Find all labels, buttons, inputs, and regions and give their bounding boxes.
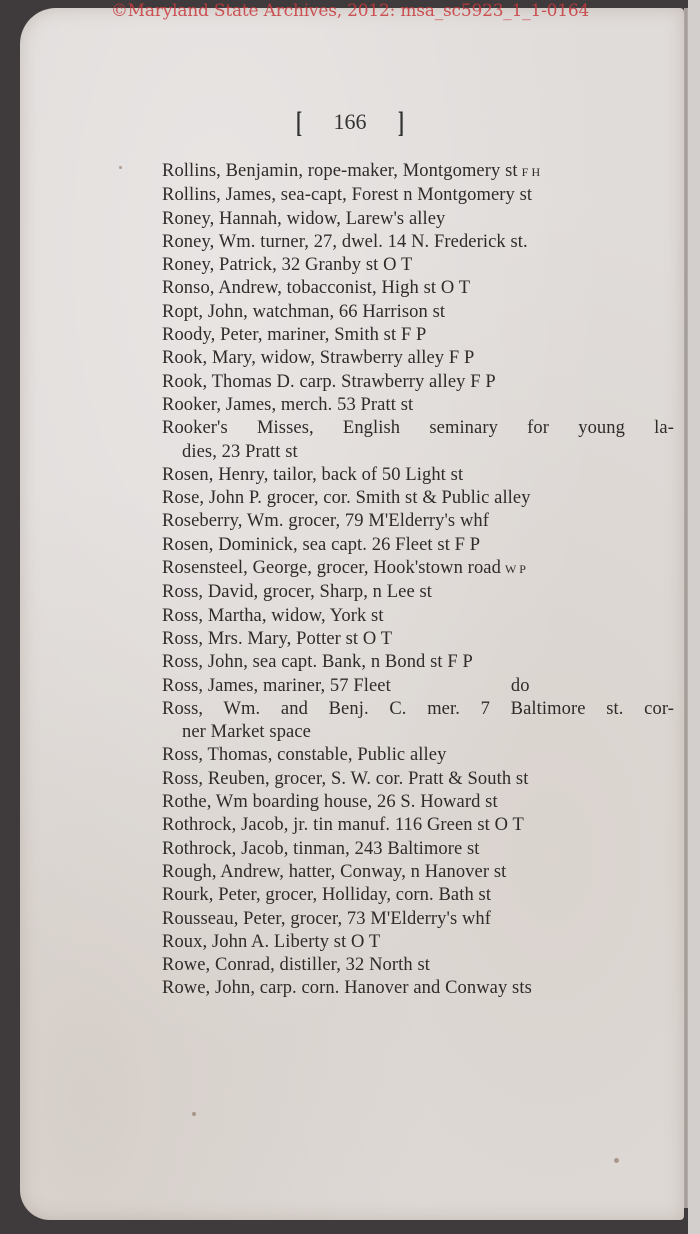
archive-watermark: ©Maryland State Archives, 2012: msa_sc5923_1_1-0164 (110, 1, 590, 21)
directory-entry (162, 651, 674, 674)
directory-entry (162, 814, 674, 837)
directory-entry (162, 347, 674, 370)
entry-ditto: do (510, 675, 530, 696)
directory-entry (162, 371, 674, 394)
entry-text: Rosen, Dominick, sea capt. 26 Fleet st F P (162, 534, 481, 555)
entry-text: Ross, John, sea capt. Bank, n Bond st F P (162, 652, 473, 673)
entry-text: Ross, Thomas, constable, Public alley (162, 745, 447, 766)
bracket-open: [ (296, 106, 302, 139)
entry-continuation: dies, 23 Pratt st (182, 441, 298, 462)
directory-entry (162, 184, 674, 207)
entry-text: Rook, Thomas D. carp. Strawberry alley F P (162, 371, 496, 392)
entry-text: Roux, John A. Liberty st O T (162, 931, 381, 952)
page-header (0, 106, 700, 140)
entry-text: Rosen, Henry, tailor, back of 50 Light st (162, 464, 464, 485)
entry-text: Roney, Hannah, widow, Larew's alley (162, 208, 446, 229)
entry-text: Ross, David, grocer, Sharp, n Lee st (162, 582, 433, 603)
paper-speck (119, 166, 122, 169)
directory-entry (162, 464, 674, 487)
entry-district-suffix: F H (521, 165, 541, 179)
entry-text: Rose, John P. grocer, cor. Smith st & Public alley (162, 488, 531, 509)
directory-entry (162, 160, 674, 184)
directory-entry (162, 861, 674, 884)
directory-entry (162, 324, 674, 347)
entry-text: Rooker, James, merch. 53 Pratt st (162, 394, 414, 415)
directory-entry (162, 675, 674, 698)
directory-entry (162, 534, 674, 557)
entry-text: Ross, Reuben, grocer, S. W. cor. Pratt & South st (162, 768, 529, 789)
entry-text: Rousseau, Peter, grocer, 73 M'Elderry's whf (162, 908, 492, 929)
entry-text: Rollins, Benjamin, rope-maker, Montgomery st (162, 161, 518, 181)
entry-text: Rosensteel, George, grocer, Hook'stown road (162, 558, 501, 579)
directory-entries (162, 160, 674, 1001)
page-number: 166 (333, 109, 367, 134)
entry-text: Roseberry, Wm. grocer, 79 M'Elderry's whf (162, 511, 490, 532)
directory-entry (162, 417, 674, 464)
entry-text: Rough, Andrew, hatter, Conway, n Hanover st (162, 861, 507, 882)
entry-text: Roody, Peter, mariner, Smith st F P (162, 325, 427, 346)
directory-entry (162, 884, 674, 907)
directory-entry (162, 698, 674, 745)
entry-text: Rothe, Wm boarding house, 26 S. Howard st (162, 792, 498, 813)
entry-text: Rowe, John, carp. corn. Hanover and Conway sts (162, 978, 532, 999)
entry-text: Rothrock, Jacob, tinman, 243 Baltimore st (162, 838, 480, 859)
directory-entry (162, 301, 674, 324)
directory-entry (162, 744, 674, 767)
entry-text: Roney, Wm. turner, 27, dwel. 14 N. Frederick st. (162, 231, 528, 252)
directory-entry (162, 254, 674, 277)
directory-entry (162, 628, 674, 651)
entry-text: Ross, Mrs. Mary, Potter st O T (162, 628, 393, 649)
entry-text: Rollins, James, sea-capt, Forest n Montgomery st (162, 185, 533, 206)
directory-entry (162, 954, 674, 977)
entry-text: Ronso, Andrew, tobacconist, High st O T (162, 278, 471, 299)
entry-text: Roney, Patrick, 32 Granby st O T (162, 255, 413, 276)
entry-district-suffix: W P (504, 562, 527, 577)
directory-entry (162, 768, 674, 791)
entry-text: Ross, Martha, widow, York st (162, 605, 384, 626)
directory-entry (162, 908, 674, 931)
directory-entry (162, 277, 674, 300)
paper-speck (614, 1158, 619, 1163)
directory-entry (162, 487, 674, 510)
directory-entry (162, 231, 674, 254)
entry-text: Rothrock, Jacob, jr. tin manuf. 116 Green st O T (162, 815, 524, 836)
directory-entry (162, 510, 674, 533)
paper-speck (192, 1112, 196, 1116)
directory-entry (162, 208, 674, 231)
entry-text: Rook, Mary, widow, Strawberry alley F P (162, 348, 475, 369)
entry-text: Rowe, Conrad, distiller, 32 North st (162, 955, 431, 976)
entry-text: Ross, Wm. and Benj. C. mer. 7 Baltimore st. cor- (162, 698, 674, 719)
entry-text: Ross, James, mariner, 57 Fleet (162, 675, 391, 696)
directory-entry (162, 838, 674, 861)
directory-entry (162, 791, 674, 814)
entry-text: Rooker's Misses, English seminary for young la- (162, 418, 674, 439)
directory-entry (162, 977, 674, 1000)
directory-entry (162, 557, 674, 581)
directory-entry (162, 605, 674, 628)
bracket-close: ] (398, 106, 404, 139)
directory-entry (162, 931, 674, 954)
entry-text: Rourk, Peter, grocer, Holliday, corn. Bath st (162, 885, 492, 906)
entry-continuation: ner Market space (182, 722, 311, 743)
entry-text: Ropt, John, watchman, 66 Harrison st (162, 301, 446, 322)
directory-entry (162, 394, 674, 417)
next-page-edge (688, 0, 700, 1234)
directory-entry (162, 581, 674, 604)
